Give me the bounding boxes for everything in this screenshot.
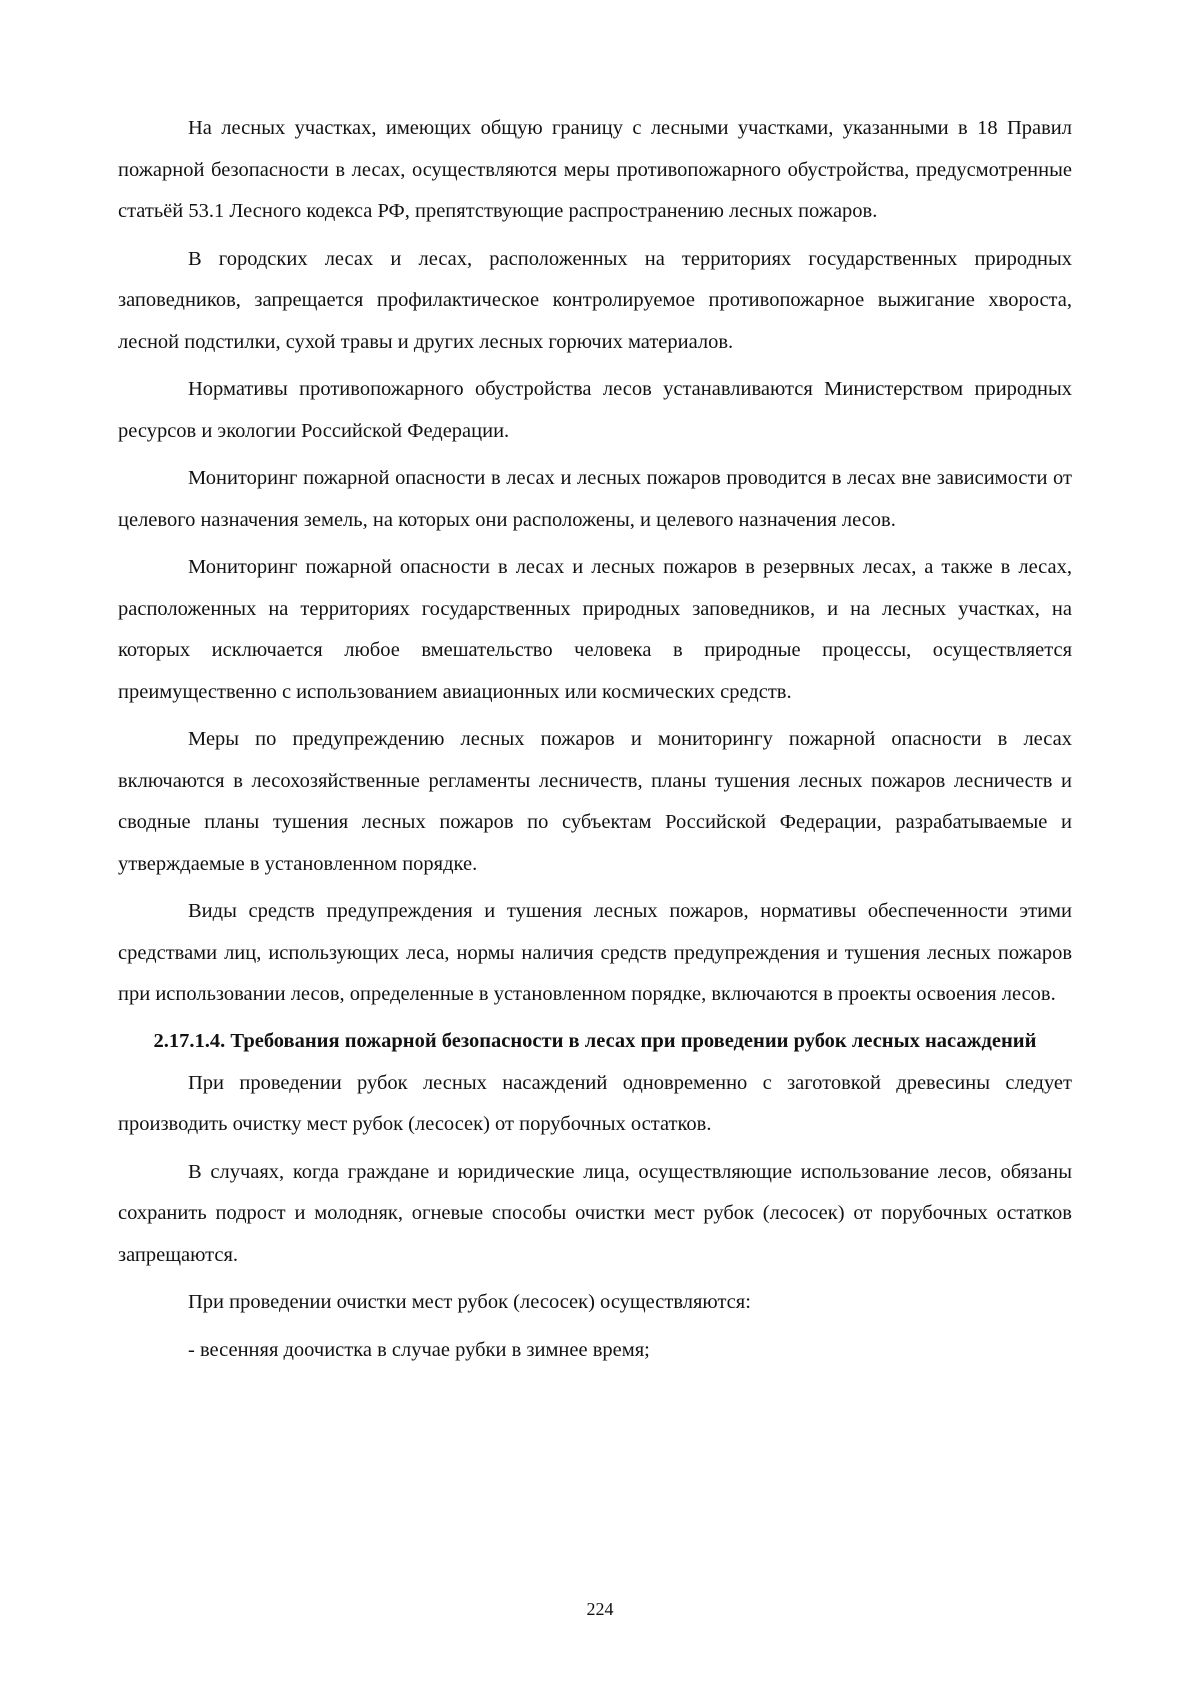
paragraph: Мониторинг пожарной опасности в лесах и лесных пожаров в резервных лесах, а также в лесах, расположенных на территориях государственных природных заповедников, и на лесных участках, на которых исключается любое вмешательство человека в природные процессы, осуществляется преимущественно с использованием авиационных или космических средств. — [118, 556, 1072, 703]
paragraph: На лесных участках, имеющих общую границу с лесными участками, указанными в 18 Правил пожарной безопасности в лесах, осуществляются меры противопожарного обустройства, предусмотренные статьёй 53.1 Лесного кодекса РФ, препятствующие распространению лесных пожаров. — [118, 117, 1072, 222]
paragraph: В городских лесах и лесах, расположенных на территориях государственных природных заповедников, запрещается профилактическое контролируемое противопожарное выжигание хвороста, лесной подстилки, сухой травы и других лесных горючих материалов. — [118, 247, 1072, 353]
page-number: 224 — [586, 1599, 614, 1619]
paragraph: Виды средств предупреждения и тушения лесных пожаров, нормативы обеспеченности этими средствами лиц, использующих леса, нормы наличия средств предупреждения и тушения лесных пожаров при использовании лесов, определенные в установленном порядке, включаются в проекты освоения лесов. — [118, 900, 1072, 1005]
paragraph: Нормативы противопожарного обустройства лесов устанавливаются Министерством природных ресурсов и экологии Российской Федерации. — [118, 378, 1072, 442]
section-heading: 2.17.1.4. Требования пожарной безопасности в лесах при проведении рубок лесных насаждений — [153, 1029, 1037, 1052]
paragraph: В случаях, когда граждане и юридические лица, осуществляющие использование лесов, обязаны сохранить подрост и молодняк, огневые способы очистки мест рубок (лесосек) от порубочных остатков запрещаются. — [118, 1160, 1072, 1266]
paragraph: При проведении рубок лесных насаждений одновременно с заготовкой древесины следует производить очистку мест рубок (лесосек) от порубочных остатков. — [118, 1071, 1072, 1135]
document-page — [118, 108, 1072, 1371]
paragraph: При проведении очистки мест рубок (лесосек) осуществляются: — [188, 1291, 751, 1313]
paragraph: Мониторинг пожарной опасности в лесах и лесных пожаров проводится в лесах вне зависимости от целевого назначения земель, на которых они расположены, и целевого назначения лесов. — [118, 467, 1072, 531]
paragraph: Меры по предупреждению лесных пожаров и мониторингу пожарной опасности в лесах включаются в лесохозяйственные регламенты лесничеств, планы тушения лесных пожаров лесничеств и сводные планы тушения лесных пожаров по субъектам Российской Федерации, разрабатываемые и утверждаемые в установленном порядке. — [118, 728, 1072, 875]
list-item: - весенняя доочистка в случае рубки в зимнее время; — [188, 1338, 650, 1361]
